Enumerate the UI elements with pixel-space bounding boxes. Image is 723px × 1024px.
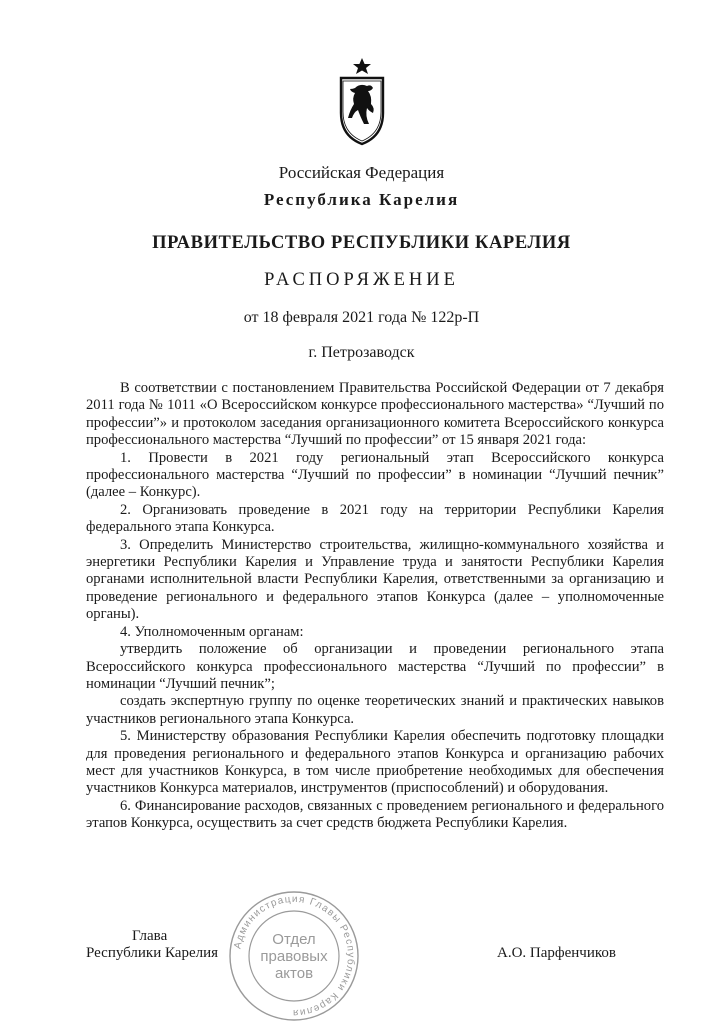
paragraph-4-item-2: создать экспертную группу по оценке теоретических знаний и практических навыков участников регионального этапа Конкурса. [86, 693, 664, 727]
document-dateline: от 18 февраля 2021 года № 122р-П [243, 309, 480, 326]
paragraph-4-item-1: утвердить положение об организации и проведении регионального этапа Всероссийского конкурса профессионального мастерства “Лучший по профессии” в номинации “Лучший печник”; [86, 641, 664, 692]
paragraph-1: 1. Провести в 2021 году региональный этап Всероссийского конкурса профессионального мастерства “Лучший по профессии” в номинации “Лучший печник” (далее – Конкурс). [86, 449, 664, 501]
signatory-name: А.О. Парфенчиков [497, 945, 616, 961]
signatory-post-line-1: Глава [132, 928, 168, 944]
paragraph-4: 4. Уполномоченным органам: [120, 623, 304, 640]
stamp-line-2: правовых [260, 948, 328, 965]
country-name: Российская Федерация [278, 163, 445, 182]
paragraph-6: 6. Финансирование расходов, связанных с проведением регионального и федерального этапов Конкурса, осуществить за счет средств бюджета Республики Карелия. [86, 797, 664, 832]
paragraph-preamble: В соответствии с постановлением Правительства Российской Федерации от 7 декабря 2011 года № 1011 «О Всероссийском конкурсе профессионального мастерства» “Лучший по профессии”» и протоколом заседания организационного комитета Всероссийского конкурса профессионального мастерства “Лучший по профессии” от 15 января 2021 года: [86, 380, 664, 449]
legal-department-stamp [226, 888, 362, 1024]
signatory-post-line-2: Республики Карелия [86, 945, 219, 961]
stamp-line-3: актов [274, 965, 314, 982]
government-title: ПРАВИТЕЛЬСТВО РЕСПУБЛИКИ КАРЕЛИЯ [152, 233, 571, 253]
document-body [86, 380, 664, 833]
paragraph-2: 2. Организовать проведение в 2021 году на территории Республики Карелия федерального этапа Конкурса. [86, 501, 664, 536]
document-type: РАСПОРЯЖЕНИЕ [264, 270, 459, 290]
karelia-coat-of-arms-icon [338, 58, 386, 146]
republic-name: Республика Карелия [263, 190, 460, 209]
paragraph-3: 3. Определить Министерство строительства, жилищно-коммунального хозяйства и энергетики Республики Карелия и Управление труда и занятости Республики Карелия органами исполнительной власти Республики Карелия, ответственными за организацию и проведение регионального и федерального этапов Конкурса (далее – уполномоченные органы). [86, 536, 664, 623]
stamp-ring-text: Администрация Главы Республики Карелия [232, 893, 357, 1019]
stamp-line-1: Отдел [272, 931, 316, 948]
paragraph-5: 5. Министерству образования Республики Карелия обеспечить подготовку площадки для проведения регионального и федерального этапов Конкурса и организацию рабочих мест для участников Конкурса, в том числе приобретение необходимых для обеспечения участников Конкурса материалов, инструментов (приспособлений) и оборудования. [86, 728, 664, 797]
document-city: г. Петрозаводск [308, 344, 415, 361]
